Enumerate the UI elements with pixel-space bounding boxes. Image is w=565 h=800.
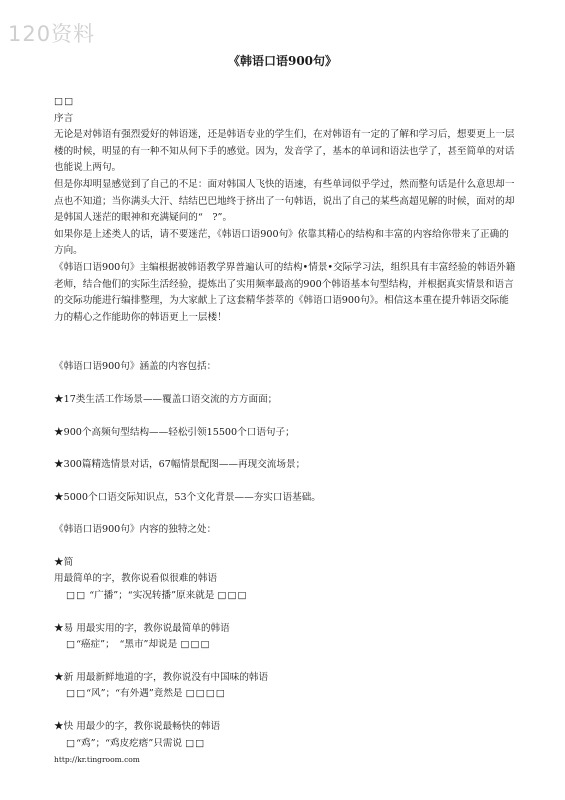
- example-suffix: □□□: [180, 639, 211, 651]
- feature-block: [54, 719, 516, 736]
- feature-example: [54, 588, 516, 605]
- example-prefix: □: [66, 737, 77, 749]
- feature-example: [54, 637, 516, 654]
- feature-heading: ★简: [54, 556, 74, 568]
- heading-glyphs: □□: [54, 96, 75, 107]
- intro-paragraph: 无论是对韩语有强烈爱好的韩语迷，还是韩语专业的学生们，在对韩语有一定的了解和学习后，想要更上一层楼的时候，明显的有一种不知从何下手的感觉。因为，发音学了，基本的单词和语法也学了，甚至简单的对话也能说上两句。: [54, 129, 515, 174]
- intro-paragraph: 如果你是上述类人的话，请不要迷茫，《韩语口语900句》依靠其精心的结构和丰富的内容给你带来了正确的方向。: [54, 228, 509, 257]
- feature-description: 用最简单的字，教你说看似很难的韩语: [54, 573, 218, 585]
- watermark: 120资料: [8, 22, 96, 46]
- footer-url: http://kr.tingroom.com: [54, 755, 140, 764]
- intro-paragraph: 《韩语口语900句》主编根据被韩语教学界普遍认可的结构•情景•交际学习法，组织具有丰富经验的韩语外籍老师，结合他们的实际生活经验，提炼出了实用频率最高的900个韩语基本句型结构，并根据真实情景和语言的交际功能进行编排整理，为大家献上了这套精华荟萃的《韩语口语900句》。相信这本重在提升韩语交际能力的精心之作能助你的韩语更上一层楼！: [54, 261, 516, 323]
- document-title: 《韩语口语900句》: [227, 54, 338, 68]
- example-text: “癌症”； “黑市”却说是: [76, 639, 178, 651]
- example-text: “鸡”；“鸡皮疙瘩”只需说: [76, 737, 183, 749]
- coverage-intro: 《韩语口语900句》涵盖的内容包括：: [54, 361, 217, 373]
- coverage-item: ★300篇精选情景对话，67幅情景配图——再现交流场景；: [54, 459, 306, 471]
- example-prefix: □□: [66, 590, 87, 602]
- feature-heading: ★新: [54, 671, 74, 683]
- feature-heading: ★易: [54, 622, 74, 634]
- feature-description: 用最实用的字，教你说最简单的韩语: [76, 622, 230, 634]
- example-prefix: □: [66, 639, 77, 651]
- feature-heading: ★快: [54, 721, 74, 733]
- coverage-item: ★900个高频句型结构——轻松引领15500个口语句子；: [54, 426, 295, 438]
- preface-label: 序言: [54, 112, 74, 124]
- coverage-item: ★5000个口语交际知识点，53个文化背景——夯实口语基础。: [54, 491, 321, 503]
- example-text: “风”；“有外遇”竟然是: [86, 688, 183, 700]
- coverage-item: ★17类生活工作场景——覆盖口语交流的方方面面；: [54, 393, 278, 405]
- intro-paragraph: 但是你却明显感觉到了自己的不足：面对韩国人飞快的语速，有些单词似乎学过，然而整句话是什么意思却一点也不知道；当你满头大汗、结结巴巴地终于挤出了一句韩语，说出了自己的某些高超见解的时候，面对的却是韩国人迷茫的眼神和充满疑问的“ ?”。: [54, 178, 515, 224]
- feature-example: [54, 736, 516, 753]
- document-body: [54, 94, 516, 752]
- example-suffix: □□□□: [185, 688, 226, 700]
- example-suffix: □□: [185, 737, 206, 749]
- features-intro: 《韩语口语900句》内容的独特之处：: [54, 524, 217, 536]
- example-suffix: □□□: [217, 590, 248, 602]
- example-text: “广播”；“实况转播”原来就是: [89, 590, 215, 602]
- example-prefix: □□: [66, 688, 87, 700]
- feature-block: [54, 670, 516, 687]
- feature-block: [54, 621, 516, 638]
- feature-example: [54, 686, 516, 703]
- feature-description: 用最新鲜地道的字，教你说没有中国味的韩语: [76, 671, 269, 683]
- feature-description: 用最少的字，教你说最畅快的韩语: [76, 721, 221, 733]
